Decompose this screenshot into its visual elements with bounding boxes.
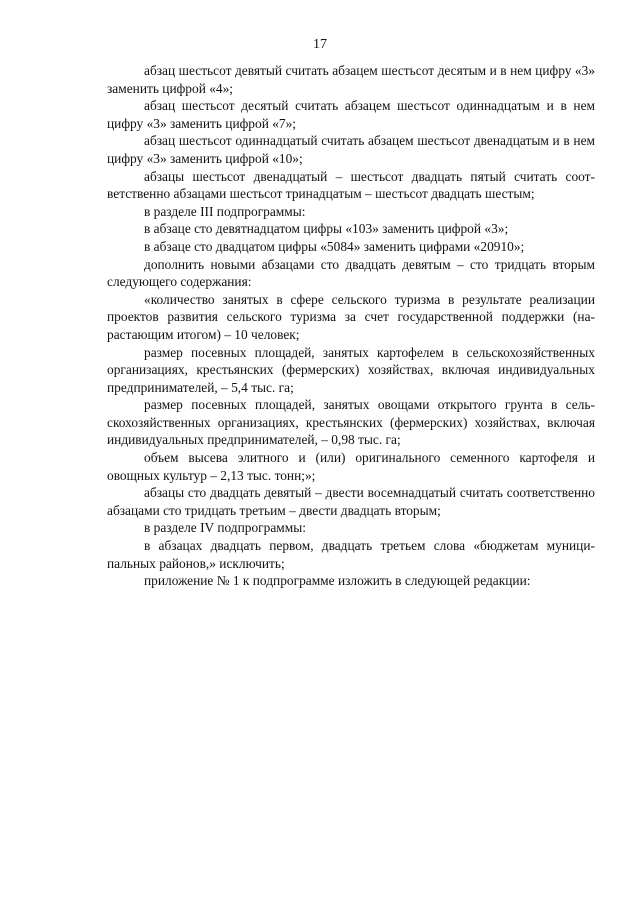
paragraph: абзац шестьсот одиннадцатый считать абзацем шестьсот двенадцатым и в нем цифру «3» заменить цифрой «10»; <box>107 133 595 166</box>
page-number: 17 <box>313 37 327 52</box>
paragraph: размер посевных площадей, занятых овощами открытого грунта в сельскохозяйственных организациях, крестьянских (фермерских) хозяйствах, включая индивидуальных предпринимателей, – 0,98 тыс. га; <box>107 397 595 448</box>
paragraph: приложение № 1 к подпрограмме изложить в следующей редакции: <box>144 573 531 589</box>
paragraph: объем высева элитного и (или) оригинального семенного картофеля и овощных культур – 2,13 тыс. тонн;»; <box>107 450 595 483</box>
paragraph: в разделе III подпрограммы: <box>144 203 306 219</box>
paragraph: размер посевных площадей, занятых картофелем в сельскохозяйственных организациях, крестьянских (фермерских) хозяйствах, включая индивидуальных предпринимателей, – 5,4 тыс. га; <box>107 344 595 395</box>
document-body <box>107 62 595 590</box>
paragraph: абзацы шестьсот двенадцатый – шестьсот двадцать пятый считать соответственно абзацами шестьсот тринадцатым – шестьсот двадцать шестым; <box>107 168 595 202</box>
paragraph: абзац шестьсот десятый считать абзацем шестьсот одиннадцатым и в нем цифру «3» заменить цифрой «7»; <box>107 98 595 131</box>
paragraph: дополнить новыми абзацами сто двадцать девятым – сто тридцать вторым следующего содержания: <box>107 256 595 290</box>
paragraph: в абзаце сто двадцатом цифры «5084» заменить цифрами «20910»; <box>144 238 525 254</box>
paragraph: «количество занятых в сфере сельского туризма в результате реализации проектов развития сельского туризма за счет государственной поддержки (нарастающим итогом) – 10 человек; <box>107 291 595 342</box>
paragraph: в разделе IV подпрограммы: <box>144 520 306 536</box>
paragraph: абзацы сто двадцать девятый – двести восемнадцатый считать соответственно абзацами сто тридцать третьим – двести двадцать вторым; <box>107 485 595 518</box>
paragraph: в абзацах двадцать первом, двадцать третьем слова «бюджетам муниципальных районов,» исключить; <box>107 538 595 571</box>
paragraph: абзац шестьсот девятый считать абзацем шестьсот десятым и в нем цифру «3» заменить цифрой «4»; <box>107 63 595 96</box>
paragraph: в абзаце сто девятнадцатом цифры «103» заменить цифрой «3»; <box>144 221 509 237</box>
